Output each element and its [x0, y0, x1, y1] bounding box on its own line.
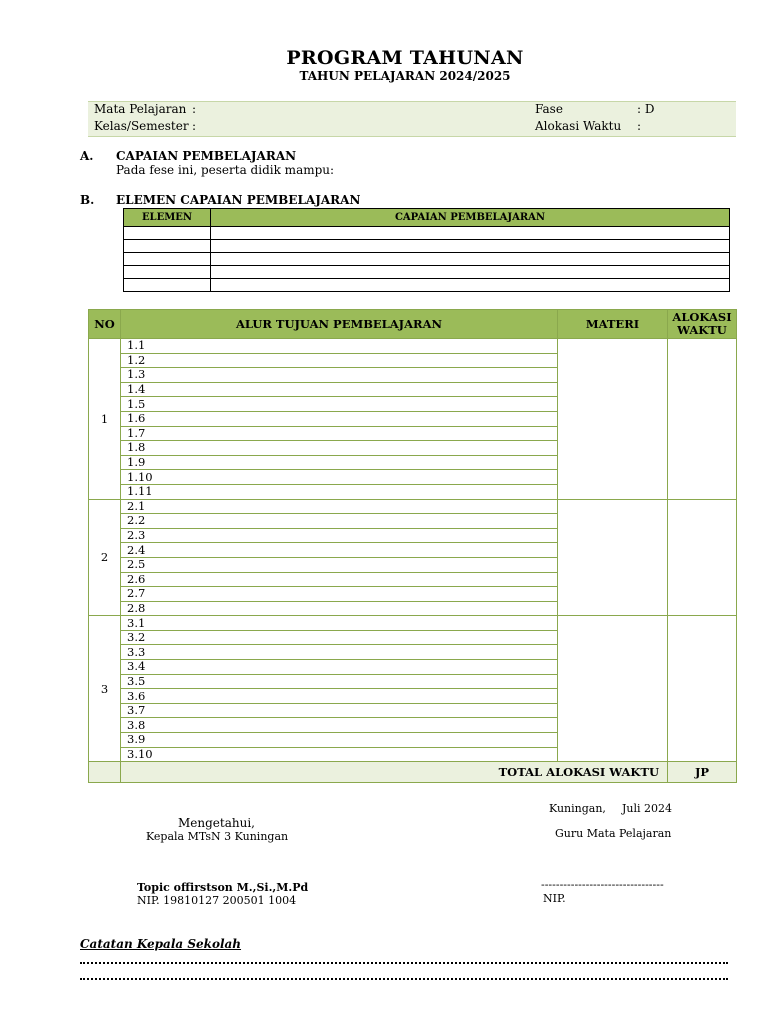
alur-item[interactable]: 2.1 — [121, 499, 558, 514]
page-subtitle: TAHUN PELAJARAN 2024/2025 — [299, 69, 511, 83]
alur-item[interactable]: 2.8 — [121, 601, 558, 616]
elemen-cell[interactable] — [124, 266, 211, 279]
alur-header: ALUR TUJUAN PEMBELAJARAN — [121, 310, 558, 339]
alur-item[interactable]: 3.6 — [121, 689, 558, 704]
alokasi-cell[interactable] — [668, 339, 737, 500]
group-number: 2 — [89, 499, 121, 616]
alur-table-body — [89, 339, 737, 762]
capaian-header: CAPAIAN PEMBELAJARAN — [211, 209, 730, 227]
alur-item[interactable]: 3.5 — [121, 674, 558, 689]
sign-place: Kuningan, — [549, 802, 606, 815]
kepala-role: Kepala MTsN 3 Kuningan — [146, 830, 289, 843]
alur-item[interactable]: 2.3 — [121, 528, 558, 543]
alur-item[interactable]: 1.1 — [121, 339, 558, 354]
fase-label: Fase — [535, 102, 563, 116]
alur-item[interactable]: 2.2 — [121, 514, 558, 529]
sign-date: Juli 2024 — [622, 802, 673, 815]
alur-item[interactable]: 1.9 — [121, 455, 558, 470]
table-row — [124, 279, 730, 292]
table-row — [124, 227, 730, 240]
elemen-cell[interactable] — [124, 253, 211, 266]
alur-item[interactable]: 1.8 — [121, 441, 558, 456]
alokasi-colon: : — [637, 119, 642, 133]
elemen-cell[interactable] — [124, 240, 211, 253]
alokasi-header: ALOKASI WAKTU — [668, 310, 737, 339]
fase-value: : D — [637, 102, 655, 116]
capaian-cell[interactable] — [211, 279, 730, 292]
alokasi-cell[interactable] — [668, 499, 737, 616]
total-empty-cell — [89, 762, 121, 783]
mengetahui-label: Mengetahui, — [178, 816, 255, 830]
alur-item[interactable]: 2.6 — [121, 572, 558, 587]
alur-item[interactable]: 3.3 — [121, 645, 558, 660]
alur-item[interactable]: 3.8 — [121, 718, 558, 733]
section-a-text: Pada fese ini, peserta didik mampu: — [116, 163, 335, 177]
total-unit[interactable]: JP — [668, 762, 737, 783]
alokasi-label: Alokasi Waktu — [535, 119, 622, 133]
alur-item[interactable]: 1.5 — [121, 397, 558, 412]
total-row — [89, 762, 737, 783]
guru-role: Guru Mata Pelajaran — [555, 827, 672, 840]
mapel-label: Mata Pelajaran — [94, 102, 187, 116]
alur-item[interactable]: 1.10 — [121, 470, 558, 485]
alur-item[interactable]: 2.4 — [121, 543, 558, 558]
kepala-nip: NIP. 19810127 200501 1004 — [137, 894, 297, 907]
alur-tujuan-table — [88, 309, 737, 783]
note-line[interactable] — [80, 962, 728, 964]
capaian-cell[interactable] — [211, 253, 730, 266]
kepala-name: Topic offirstson M.,Si.,M.Pd — [137, 881, 309, 894]
table-row — [89, 616, 737, 631]
table-row — [124, 253, 730, 266]
capaian-cell[interactable] — [211, 240, 730, 253]
alur-item[interactable]: 1.7 — [121, 426, 558, 441]
elemen-cell[interactable] — [124, 279, 211, 292]
section-a-title: CAPAIAN PEMBELAJARAN — [116, 149, 297, 163]
elemen-header: ELEMEN — [124, 209, 211, 227]
alokasi-cell[interactable] — [668, 616, 737, 762]
alur-item[interactable]: 2.7 — [121, 587, 558, 602]
total-label: TOTAL ALOKASI WAKTU — [121, 762, 668, 783]
alur-item[interactable]: 1.4 — [121, 382, 558, 397]
table-row — [124, 240, 730, 253]
section-b-title: ELEMEN CAPAIAN PEMBELAJARAN — [116, 193, 361, 207]
elemen-table — [123, 208, 730, 292]
group-number: 3 — [89, 616, 121, 762]
table-row — [89, 339, 737, 354]
alur-item[interactable]: 3.7 — [121, 703, 558, 718]
alur-item[interactable]: 3.9 — [121, 733, 558, 748]
no-header: NO — [89, 310, 121, 339]
page-title: PROGRAM TAHUNAN — [286, 47, 524, 69]
catatan-title: Catatan Kepala Sekolah — [80, 937, 242, 951]
info-bar — [88, 101, 736, 137]
note-line[interactable] — [80, 978, 728, 980]
elemen-cell[interactable] — [124, 227, 211, 240]
alur-item[interactable]: 1.6 — [121, 411, 558, 426]
alur-item[interactable]: 3.2 — [121, 630, 558, 645]
section-b-marker: B. — [80, 193, 95, 207]
kelas-colon: : — [192, 119, 197, 133]
alur-item[interactable]: 3.10 — [121, 747, 558, 762]
alur-item[interactable]: 1.2 — [121, 353, 558, 368]
alur-item[interactable]: 1.3 — [121, 368, 558, 383]
alur-item[interactable]: 1.11 — [121, 484, 558, 499]
capaian-cell[interactable] — [211, 266, 730, 279]
table-row — [124, 266, 730, 279]
section-a-marker: A. — [80, 149, 94, 163]
table-row — [89, 499, 737, 514]
alur-item[interactable]: 3.4 — [121, 660, 558, 675]
materi-header: MATERI — [558, 310, 668, 339]
group-number: 1 — [89, 339, 121, 500]
materi-cell[interactable] — [558, 616, 668, 762]
guru-signature-line: --------------------------------- — [541, 878, 664, 891]
kelas-label: Kelas/Semester — [94, 119, 189, 133]
capaian-cell[interactable] — [211, 227, 730, 240]
materi-cell[interactable] — [558, 339, 668, 500]
materi-cell[interactable] — [558, 499, 668, 616]
guru-nip: NIP. — [543, 892, 566, 905]
alur-item[interactable]: 3.1 — [121, 616, 558, 631]
alur-item[interactable]: 2.5 — [121, 557, 558, 572]
mapel-colon: : — [192, 102, 197, 116]
